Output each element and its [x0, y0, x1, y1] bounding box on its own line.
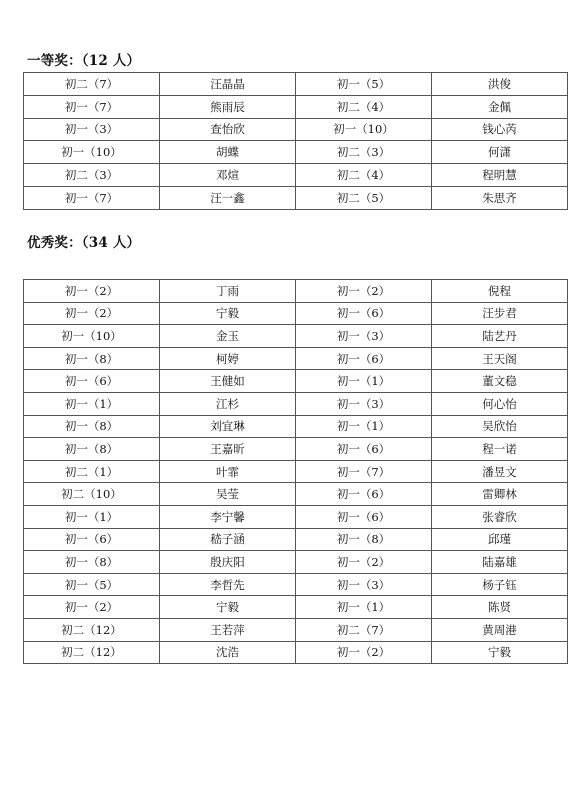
name-right-cell: 雷卿林: [432, 483, 568, 506]
name-left-cell: 李宁馨: [160, 505, 296, 528]
name-left-cell: 汪晶晶: [160, 73, 296, 96]
table-row: [24, 438, 568, 461]
merit-prize-heading: 优秀奖：（34 人）: [27, 235, 141, 251]
name-right-cell: 汪步君: [432, 302, 568, 325]
name-left-cell: 邓煊: [160, 164, 296, 187]
table-row: [24, 95, 568, 118]
name-right-cell: 金佩: [432, 95, 568, 118]
class-left-cell: 初一（8）: [24, 347, 160, 370]
name-left-cell: 金玉: [160, 325, 296, 348]
table-row: [24, 573, 568, 596]
table-row: [24, 483, 568, 506]
class-right-cell: 初一（2）: [296, 641, 432, 664]
name-left-cell: 叶霏: [160, 460, 296, 483]
table-row: [24, 415, 568, 438]
class-right-cell: 初一（6）: [296, 438, 432, 461]
name-right-cell: 张睿欣: [432, 505, 568, 528]
name-right-cell: 钱心芮: [432, 118, 568, 141]
name-left-cell: 熊雨辰: [160, 95, 296, 118]
name-right-cell: 董文稳: [432, 370, 568, 393]
name-left-cell: 王若萍: [160, 618, 296, 641]
class-right-cell: 初一（6）: [296, 483, 432, 506]
table-row: [24, 347, 568, 370]
class-left-cell: 初一（7）: [24, 95, 160, 118]
table-row: [24, 596, 568, 619]
class-left-cell: 初一（1）: [24, 392, 160, 415]
class-left-cell: 初二（12）: [24, 618, 160, 641]
name-left-cell: 嵇子涵: [160, 528, 296, 551]
class-left-cell: 初一（3）: [24, 118, 160, 141]
first-prize-table-body: [24, 73, 568, 210]
class-right-cell: 初一（6）: [296, 302, 432, 325]
name-left-cell: 吴莹: [160, 483, 296, 506]
class-right-cell: 初一（1）: [296, 370, 432, 393]
class-left-cell: 初一（7）: [24, 186, 160, 209]
class-left-cell: 初二（12）: [24, 641, 160, 664]
name-right-cell: 程明慧: [432, 164, 568, 187]
class-right-cell: 初一（3）: [296, 325, 432, 348]
name-left-cell: 柯婷: [160, 347, 296, 370]
table-row: [24, 118, 568, 141]
name-left-cell: 刘宜琳: [160, 415, 296, 438]
name-right-cell: 程一诺: [432, 438, 568, 461]
table-row: [24, 641, 568, 664]
merit-prize-table: [23, 279, 568, 664]
table-row: [24, 164, 568, 187]
class-left-cell: 初二（7）: [24, 73, 160, 96]
class-left-cell: 初一（6）: [24, 528, 160, 551]
table-row: [24, 392, 568, 415]
name-right-cell: 邱瑾: [432, 528, 568, 551]
class-right-cell: 初二（3）: [296, 141, 432, 164]
class-left-cell: 初一（8）: [24, 551, 160, 574]
table-row: [24, 370, 568, 393]
class-left-cell: 初二（1）: [24, 460, 160, 483]
table-row: [24, 618, 568, 641]
class-left-cell: 初一（2）: [24, 280, 160, 303]
name-right-cell: 杨子钰: [432, 573, 568, 596]
name-right-cell: 朱思齐: [432, 186, 568, 209]
first-prize-table: [23, 72, 568, 210]
name-right-cell: 何心怡: [432, 392, 568, 415]
name-left-cell: 沈浩: [160, 641, 296, 664]
class-left-cell: 初一（2）: [24, 302, 160, 325]
class-left-cell: 初二（3）: [24, 164, 160, 187]
table-row: [24, 505, 568, 528]
name-right-cell: 潘昱文: [432, 460, 568, 483]
class-left-cell: 初一（5）: [24, 573, 160, 596]
name-right-cell: 王天阁: [432, 347, 568, 370]
name-right-cell: 洪俊: [432, 73, 568, 96]
name-right-cell: 陆嘉雄: [432, 551, 568, 574]
name-right-cell: 陈贤: [432, 596, 568, 619]
name-left-cell: 汪一鑫: [160, 186, 296, 209]
class-right-cell: 初一（6）: [296, 505, 432, 528]
class-left-cell: 初一（8）: [24, 415, 160, 438]
name-right-cell: 何潇: [432, 141, 568, 164]
class-right-cell: 初一（3）: [296, 573, 432, 596]
first-prize-heading: 一等奖：（12 人）: [27, 53, 141, 69]
class-right-cell: 初一（7）: [296, 460, 432, 483]
class-right-cell: 初二（7）: [296, 618, 432, 641]
class-right-cell: 初一（1）: [296, 415, 432, 438]
class-right-cell: 初二（5）: [296, 186, 432, 209]
name-right-cell: 宁毅: [432, 641, 568, 664]
name-right-cell: 陆艺丹: [432, 325, 568, 348]
table-row: [24, 551, 568, 574]
name-left-cell: 丁雨: [160, 280, 296, 303]
class-left-cell: 初一（2）: [24, 596, 160, 619]
table-row: [24, 186, 568, 209]
class-left-cell: 初一（8）: [24, 438, 160, 461]
class-right-cell: 初二（4）: [296, 95, 432, 118]
class-left-cell: 初二（10）: [24, 483, 160, 506]
class-right-cell: 初一（8）: [296, 528, 432, 551]
table-row: [24, 141, 568, 164]
name-left-cell: 王嘉昕: [160, 438, 296, 461]
class-left-cell: 初一（10）: [24, 325, 160, 348]
table-row: [24, 73, 568, 96]
class-left-cell: 初一（10）: [24, 141, 160, 164]
class-right-cell: 初一（2）: [296, 551, 432, 574]
class-right-cell: 初一（1）: [296, 596, 432, 619]
name-right-cell: 黄周港: [432, 618, 568, 641]
name-left-cell: 宁毅: [160, 302, 296, 325]
name-left-cell: 江杉: [160, 392, 296, 415]
table-row: [24, 460, 568, 483]
name-right-cell: 吴欣怡: [432, 415, 568, 438]
name-left-cell: 李哲先: [160, 573, 296, 596]
class-right-cell: 初一（5）: [296, 73, 432, 96]
table-row: [24, 302, 568, 325]
class-right-cell: 初二（4）: [296, 164, 432, 187]
class-right-cell: 初一（2）: [296, 280, 432, 303]
class-left-cell: 初一（1）: [24, 505, 160, 528]
name-right-cell: 倪程: [432, 280, 568, 303]
class-right-cell: 初一（10）: [296, 118, 432, 141]
name-left-cell: 宁毅: [160, 596, 296, 619]
class-right-cell: 初一（6）: [296, 347, 432, 370]
class-left-cell: 初一（6）: [24, 370, 160, 393]
name-left-cell: 王健如: [160, 370, 296, 393]
class-right-cell: 初一（3）: [296, 392, 432, 415]
table-row: [24, 528, 568, 551]
table-row: [24, 325, 568, 348]
table-row: [24, 280, 568, 303]
name-left-cell: 殷庆阳: [160, 551, 296, 574]
merit-prize-table-body: [24, 280, 568, 664]
name-left-cell: 查怡欣: [160, 118, 296, 141]
name-left-cell: 胡蝶: [160, 141, 296, 164]
